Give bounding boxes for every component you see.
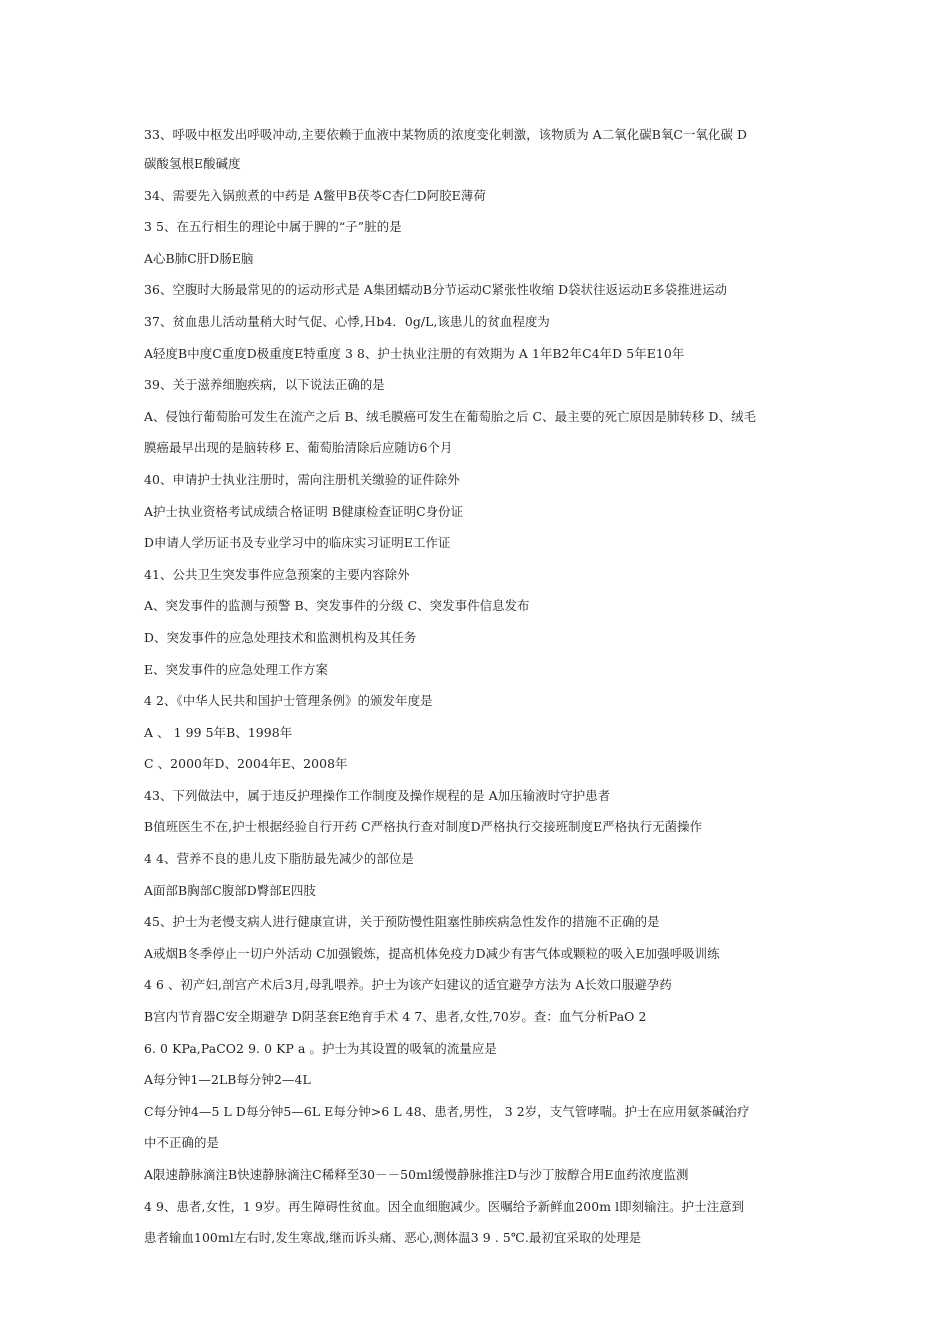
text-line: 37、贫血患儿活动量稍大时气促、心悸,Ｈb4．0g/L,该患儿的贫血程度为 xyxy=(144,313,550,329)
text-line: A心B肺C肝D肠E脑 xyxy=(144,250,254,266)
text-line: 33、呼吸中枢发出呼吸冲动,主要依赖于血液中某物质的浓度变化刺激，该物质为 A二氧化碳B氧C一氧化碳 D xyxy=(144,127,748,142)
text-line: 患者输血100ml左右时,发生寒战,继而诉头痛、恶心,测体温3 9 . 5℃.最初宜采取的处理是 xyxy=(144,1230,642,1246)
text-line: 3 5、在五行相生的理论中属于脾的“子”脏的是 xyxy=(144,219,402,235)
text-line: 碳酸氢根E酸碱度 xyxy=(144,156,241,171)
text-line: B值班医生不在,护士根据经验自行开药 C严格执行查对制度D严格执行交接班制度E严格执行无菌操作 xyxy=(144,819,703,835)
text-line: A轻度B中度C重度D极重度E特重度 3 8、护士执业注册的有效期为 A 1年B2年C4年D 5年E10年 xyxy=(144,345,685,361)
text-line: A限速静脉滴注B快速静脉滴注C稀释至30－－50ml缓慢静脉推注D与沙丁胺醇合用E血药浓度监测 xyxy=(144,1167,689,1182)
text-line: A 、 1 99 5年B、1998年 xyxy=(144,724,293,740)
text-line: A、侵蚀行葡萄胎可发生在流产之后 B、绒毛膜癌可发生在葡萄胎之后 C、最主要的死亡原因是肺转移 D、绒毛 xyxy=(144,408,757,424)
text-line: 45、护士为老慢支病人进行健康宣讲，关于预防慢性阻塞性肺疾病急性发作的措施不正确的是 xyxy=(144,914,660,930)
text-line: A每分钟1—2LB每分钟2—4L xyxy=(144,1072,311,1088)
text-line: 4 2、《中华人民共和国护士管理条例》的颁发年度是 xyxy=(144,693,433,709)
text-line: A戒烟B冬季停止一切户外活动 C加强锻炼，提高机体免疫力D减少有害气体或颗粒的吸入E加强呼吸训练 xyxy=(144,945,720,961)
text-line: B宫内节育器C安全期避孕 D阴茎套E绝育手术 4 7、患者,女性,70岁。查：血气分析PaO 2 xyxy=(144,1009,647,1025)
text-line: 6. 0 KPa,PaCO2 9. 0 KP a 。护士为其设置的吸氧的流量应是 xyxy=(144,1040,497,1056)
text-line: C 、2000年D、2004年E、2008年 xyxy=(144,756,348,772)
text-line: 中不正确的是 xyxy=(144,1135,219,1151)
text-line: 36、空腹时大肠最常见的的运动形式是 A集团蠕动B分节运动C紧张性收缩 D袋状往返运动E多袋推进运动 xyxy=(144,282,728,298)
text-line: 43、下列做法中，属于违反护理操作工作制度及操作规程的是 A加压输液时守护患者 xyxy=(144,787,611,803)
text-line: 4 4、营养不良的患儿皮下脂肪最先减少的部位是 xyxy=(144,851,414,867)
text-line: C每分钟4—5 L D每分钟5—6L E每分钟>6 L 48、患者,男性， 3 2岁，支气管哮喘。护士在应用氨茶碱治疗 xyxy=(144,1103,750,1119)
text-line: D申请人学历证书及专业学习中的临床实习证明E工作证 xyxy=(144,535,451,551)
text-line: D、突发事件的应急处理技术和监测机构及其任务 xyxy=(144,629,417,645)
text-line: A面部B胸部C腹部D臀部E四肢 xyxy=(144,882,316,898)
text-line: 40、申请护士执业注册时，需向注册机关缴验的证件除外 xyxy=(144,471,460,487)
text-line: A、突发事件的监测与预警 B、突发事件的分级 C、突发事件信息发布 xyxy=(144,598,530,614)
text-line: 4 9、患者,女性，1 9岁。再生障碍性贫血。因全血细胞减少。医嘱给予新鲜血200m l即刻输注。护士注意到 xyxy=(144,1198,745,1214)
text-line: E、突发事件的应急处理工作方案 xyxy=(144,661,329,677)
text-line: 41、公共卫生突发事件应急预案的主要内容除外 xyxy=(144,566,410,582)
text-line: 膜癌最早出现的是脑转移 E、葡萄胎清除后应随访6个月 xyxy=(144,440,453,456)
text-line: 39、关于滋养细胞疾病，以下说法正确的是 xyxy=(144,377,385,393)
text-line: 4 6 、初产妇,剖宫产术后3月,母乳喂养。护士为该产妇建议的适宜避孕方法为 A长效口服避孕药 xyxy=(144,977,672,993)
text-line: 34、需要先入锅煎煮的中药是 A鳖甲B茯苓C杏仁D阿胶E薄荷 xyxy=(144,187,486,203)
text-line: A护士执业资格考试成绩合格证明 B健康检查证明C身份证 xyxy=(144,503,464,519)
document-body xyxy=(144,122,814,1254)
